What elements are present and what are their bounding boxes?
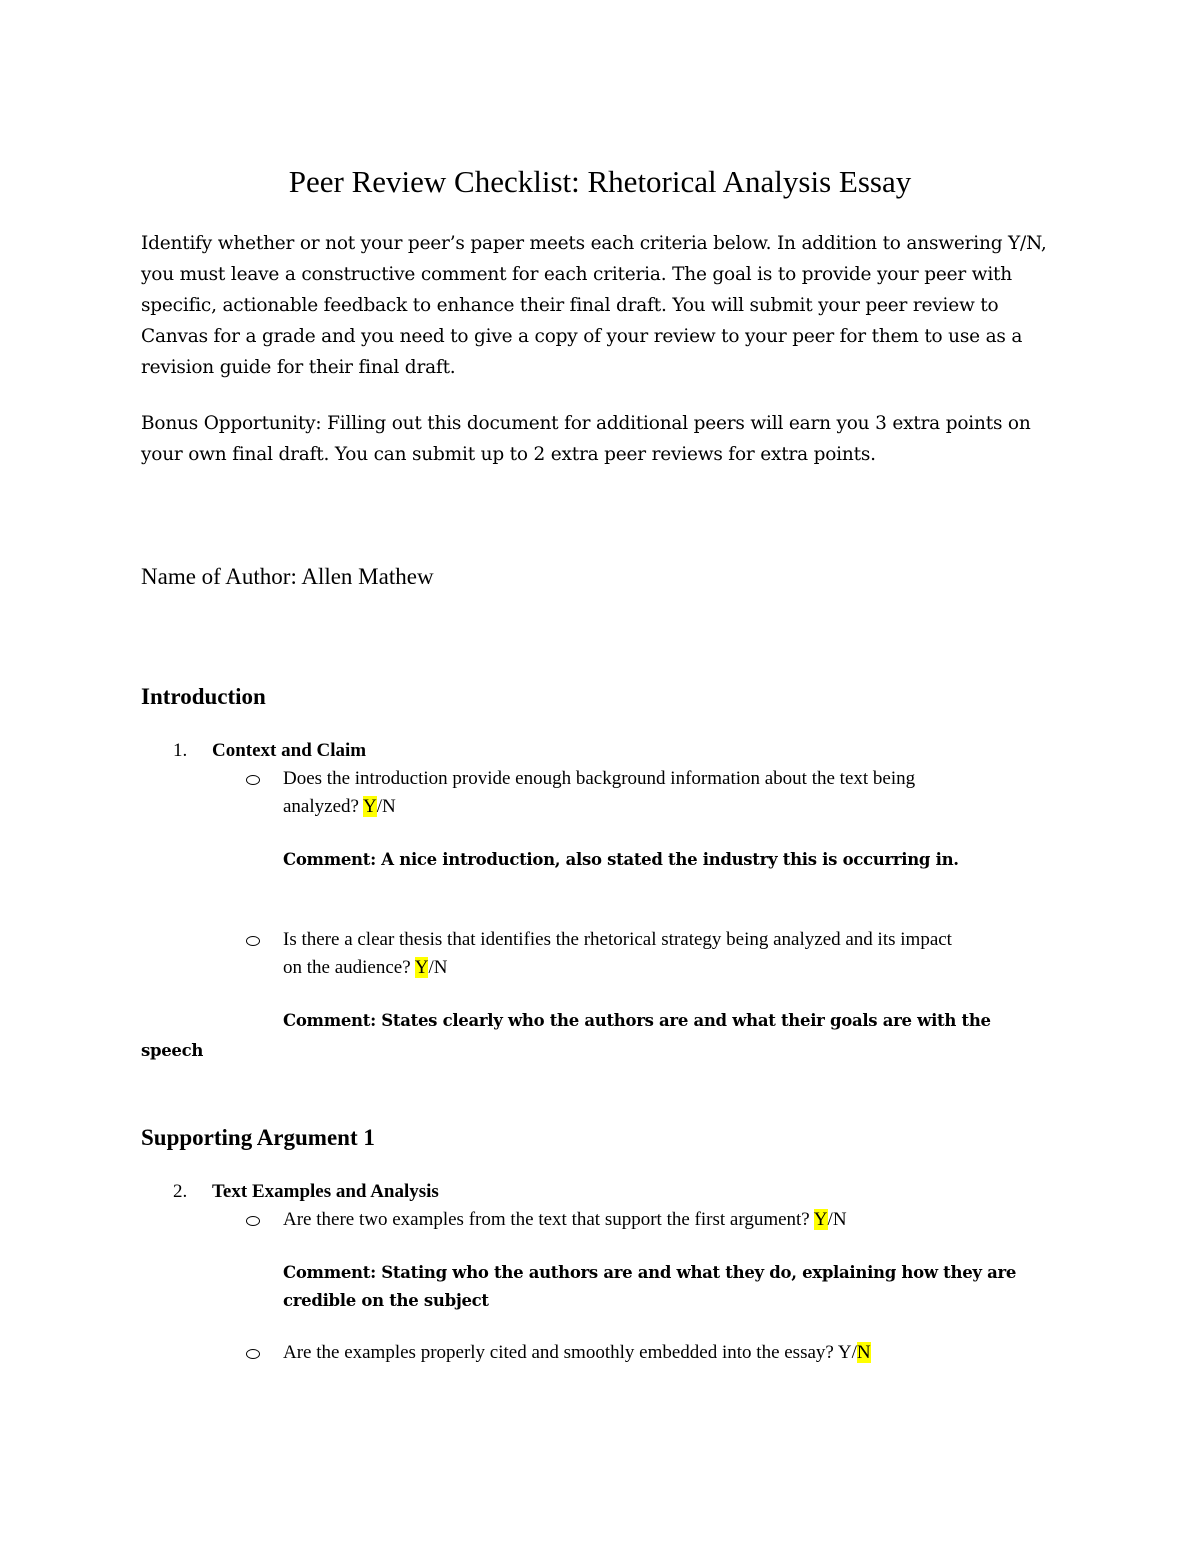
question-two-examples xyxy=(283,1206,1063,1234)
question-text-line xyxy=(283,793,1063,821)
instructions-paragraph: Identify whether or not your peer’s paper meets each criteria below. In addition to answering Y/N, you must leave a constructive comment for each criteria. The goal is to provide your peer with specific, actionable feedback to enhance their final draft. You will submit your peer review to Canvas for a grade and you need to give a copy of your review to your peer for them to use as a revision guide for their final draft. xyxy=(141,233,1047,378)
document-title: Peer Review Checklist: Rhetorical Analysis Essay xyxy=(288,164,912,199)
comment-clear-thesis-line2: speech xyxy=(141,1041,204,1060)
question-text-line: Does the introduction provide enough background information about the text being xyxy=(283,768,916,789)
answer-separator: / xyxy=(428,957,434,978)
answer-yes-highlighted: Y xyxy=(813,1209,828,1230)
comment-two-examples-line2: credible on the subject xyxy=(283,1291,489,1310)
answer-separator: / xyxy=(851,1342,857,1363)
item-number: 1. xyxy=(173,740,188,761)
answer-yes-highlighted: Y xyxy=(414,957,429,978)
item-title-context-and-claim: Context and Claim xyxy=(212,740,367,761)
question-background-info xyxy=(283,765,1063,821)
question-text-end: analyzed? xyxy=(283,796,359,817)
answer-no-highlighted: N xyxy=(856,1342,871,1363)
comment-clear-thesis-line1: Comment: States clearly who the authors are and what their goals are with the xyxy=(283,1011,991,1030)
item-number: 2. xyxy=(173,1181,188,1202)
hollow-bullet-icon xyxy=(246,1216,260,1226)
answer-separator: / xyxy=(376,796,383,817)
question-clear-thesis xyxy=(283,926,1063,982)
answer-yes: Y xyxy=(837,1342,852,1363)
question-text: Are there two examples from the text that support the first argument? xyxy=(283,1209,810,1230)
answer-no: N xyxy=(832,1209,847,1230)
answer-yes-highlighted: Y xyxy=(363,796,377,817)
hollow-bullet-icon xyxy=(246,775,260,785)
comment-two-examples-line1: Comment: Stating who the authors are and what they do, explaining how they are xyxy=(283,1263,1017,1282)
answer-no: N xyxy=(382,796,396,817)
question-text: Are the examples properly cited and smoothly embedded into the essay? xyxy=(283,1342,834,1363)
answer-separator: / xyxy=(827,1209,833,1230)
question-properly-cited xyxy=(283,1339,1063,1367)
answer-no: N xyxy=(433,957,448,978)
question-text-line: Is there a clear thesis that identifies the rhetorical strategy being analyzed and its impact xyxy=(283,929,952,950)
question-text-end: on the audience? xyxy=(283,957,411,978)
section-heading-supporting-argument-1: Supporting Argument 1 xyxy=(141,1125,375,1150)
author-name-line: Name of Author: Allen Mathew xyxy=(141,564,434,589)
item-title-text-examples: Text Examples and Analysis xyxy=(212,1181,439,1202)
hollow-bullet-icon xyxy=(246,936,260,946)
comment-background-info: Comment: A nice introduction, also stated the industry this is occurring in. xyxy=(283,850,959,869)
hollow-bullet-icon xyxy=(246,1349,260,1359)
section-heading-introduction: Introduction xyxy=(141,684,266,709)
bonus-paragraph: Bonus Opportunity: Filling out this document for additional peers will earn you 3 extra points on your own final draft. You can submit up to 2 extra peer reviews for extra points. xyxy=(141,413,1031,465)
question-text-line xyxy=(283,954,1063,982)
